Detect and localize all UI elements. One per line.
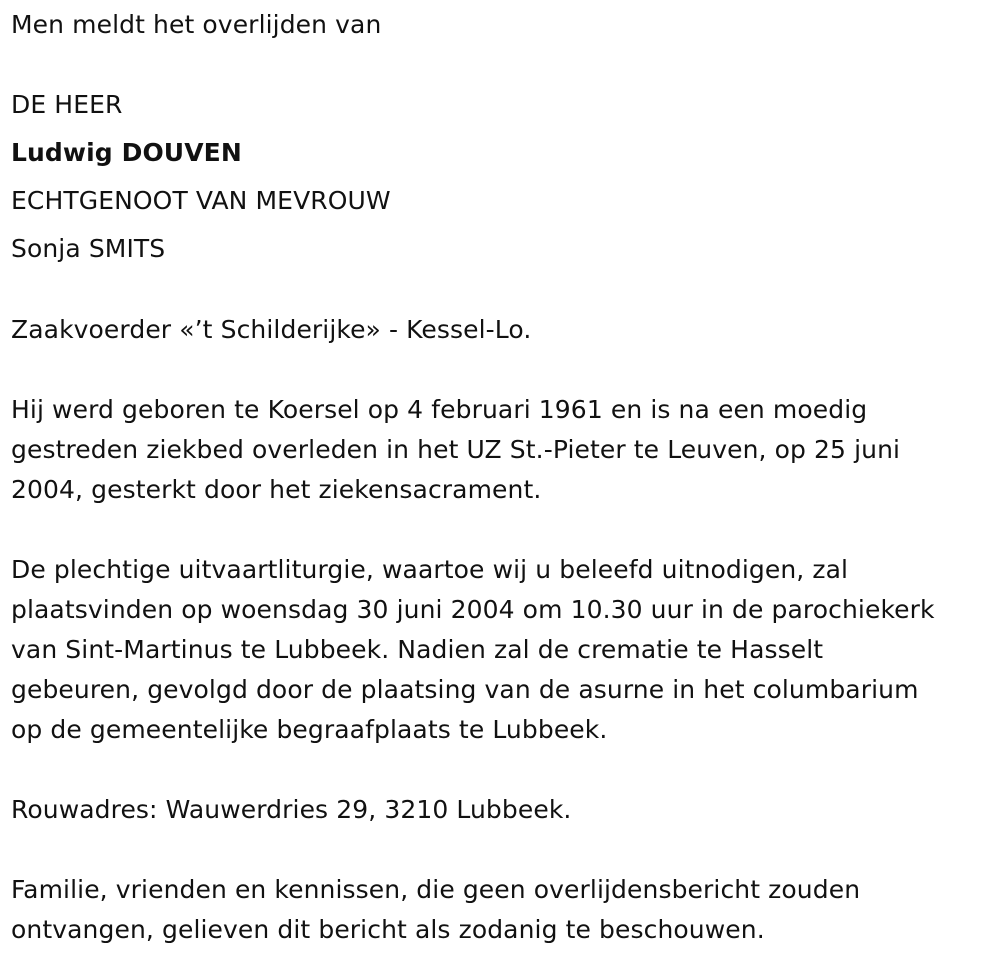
closing-line-2: ontvangen, gelieven dit bericht als zodanig te beschouwen.	[11, 915, 765, 944]
occupation-text: Zaakvoerder «’t Schilderijke» - Kessel-Lo.	[11, 315, 532, 344]
birth-death-line-2: gestreden ziekbed overleden in het UZ St.-Pieter te Leuven, op 25 juni	[11, 435, 901, 464]
funeral-line-3: van Sint-Martinus te Lubbeek. Nadien zal de crematie te Hasselt	[11, 635, 824, 664]
funeral-line-5: op de gemeentelijke begraafplaats te Lubbeek.	[11, 715, 608, 744]
relation-text: ECHTGENOOT VAN MEVROUW	[11, 186, 391, 215]
salutation: DE HEER	[11, 90, 123, 119]
funeral-line-1: De plechtige uitvaartliturgie, waartoe wij u beleefd uitnodigen, zal	[11, 555, 849, 584]
mourning-address: Rouwadres: Wauwerdries 29, 3210 Lubbeek.	[11, 795, 572, 824]
birth-death-line-3: 2004, gesterkt door het ziekensacrament.	[11, 475, 542, 504]
deceased-name: Ludwig DOUVEN	[11, 138, 242, 167]
funeral-line-4: gebeuren, gevolgd door de plaatsing van de asurne in het columbarium	[11, 675, 919, 704]
birth-death-line-1: Hij werd geboren te Koersel op 4 februari 1961 en is na een moedig	[11, 395, 868, 424]
closing-line-1: Familie, vrienden en kennissen, die geen overlijdensbericht zouden	[11, 875, 861, 904]
spouse-name: Sonja SMITS	[11, 234, 166, 263]
intro-text: Men meldt het overlijden van	[11, 10, 382, 39]
funeral-line-2: plaatsvinden op woensdag 30 juni 2004 om 10.30 uur in de parochiekerk	[11, 595, 935, 624]
